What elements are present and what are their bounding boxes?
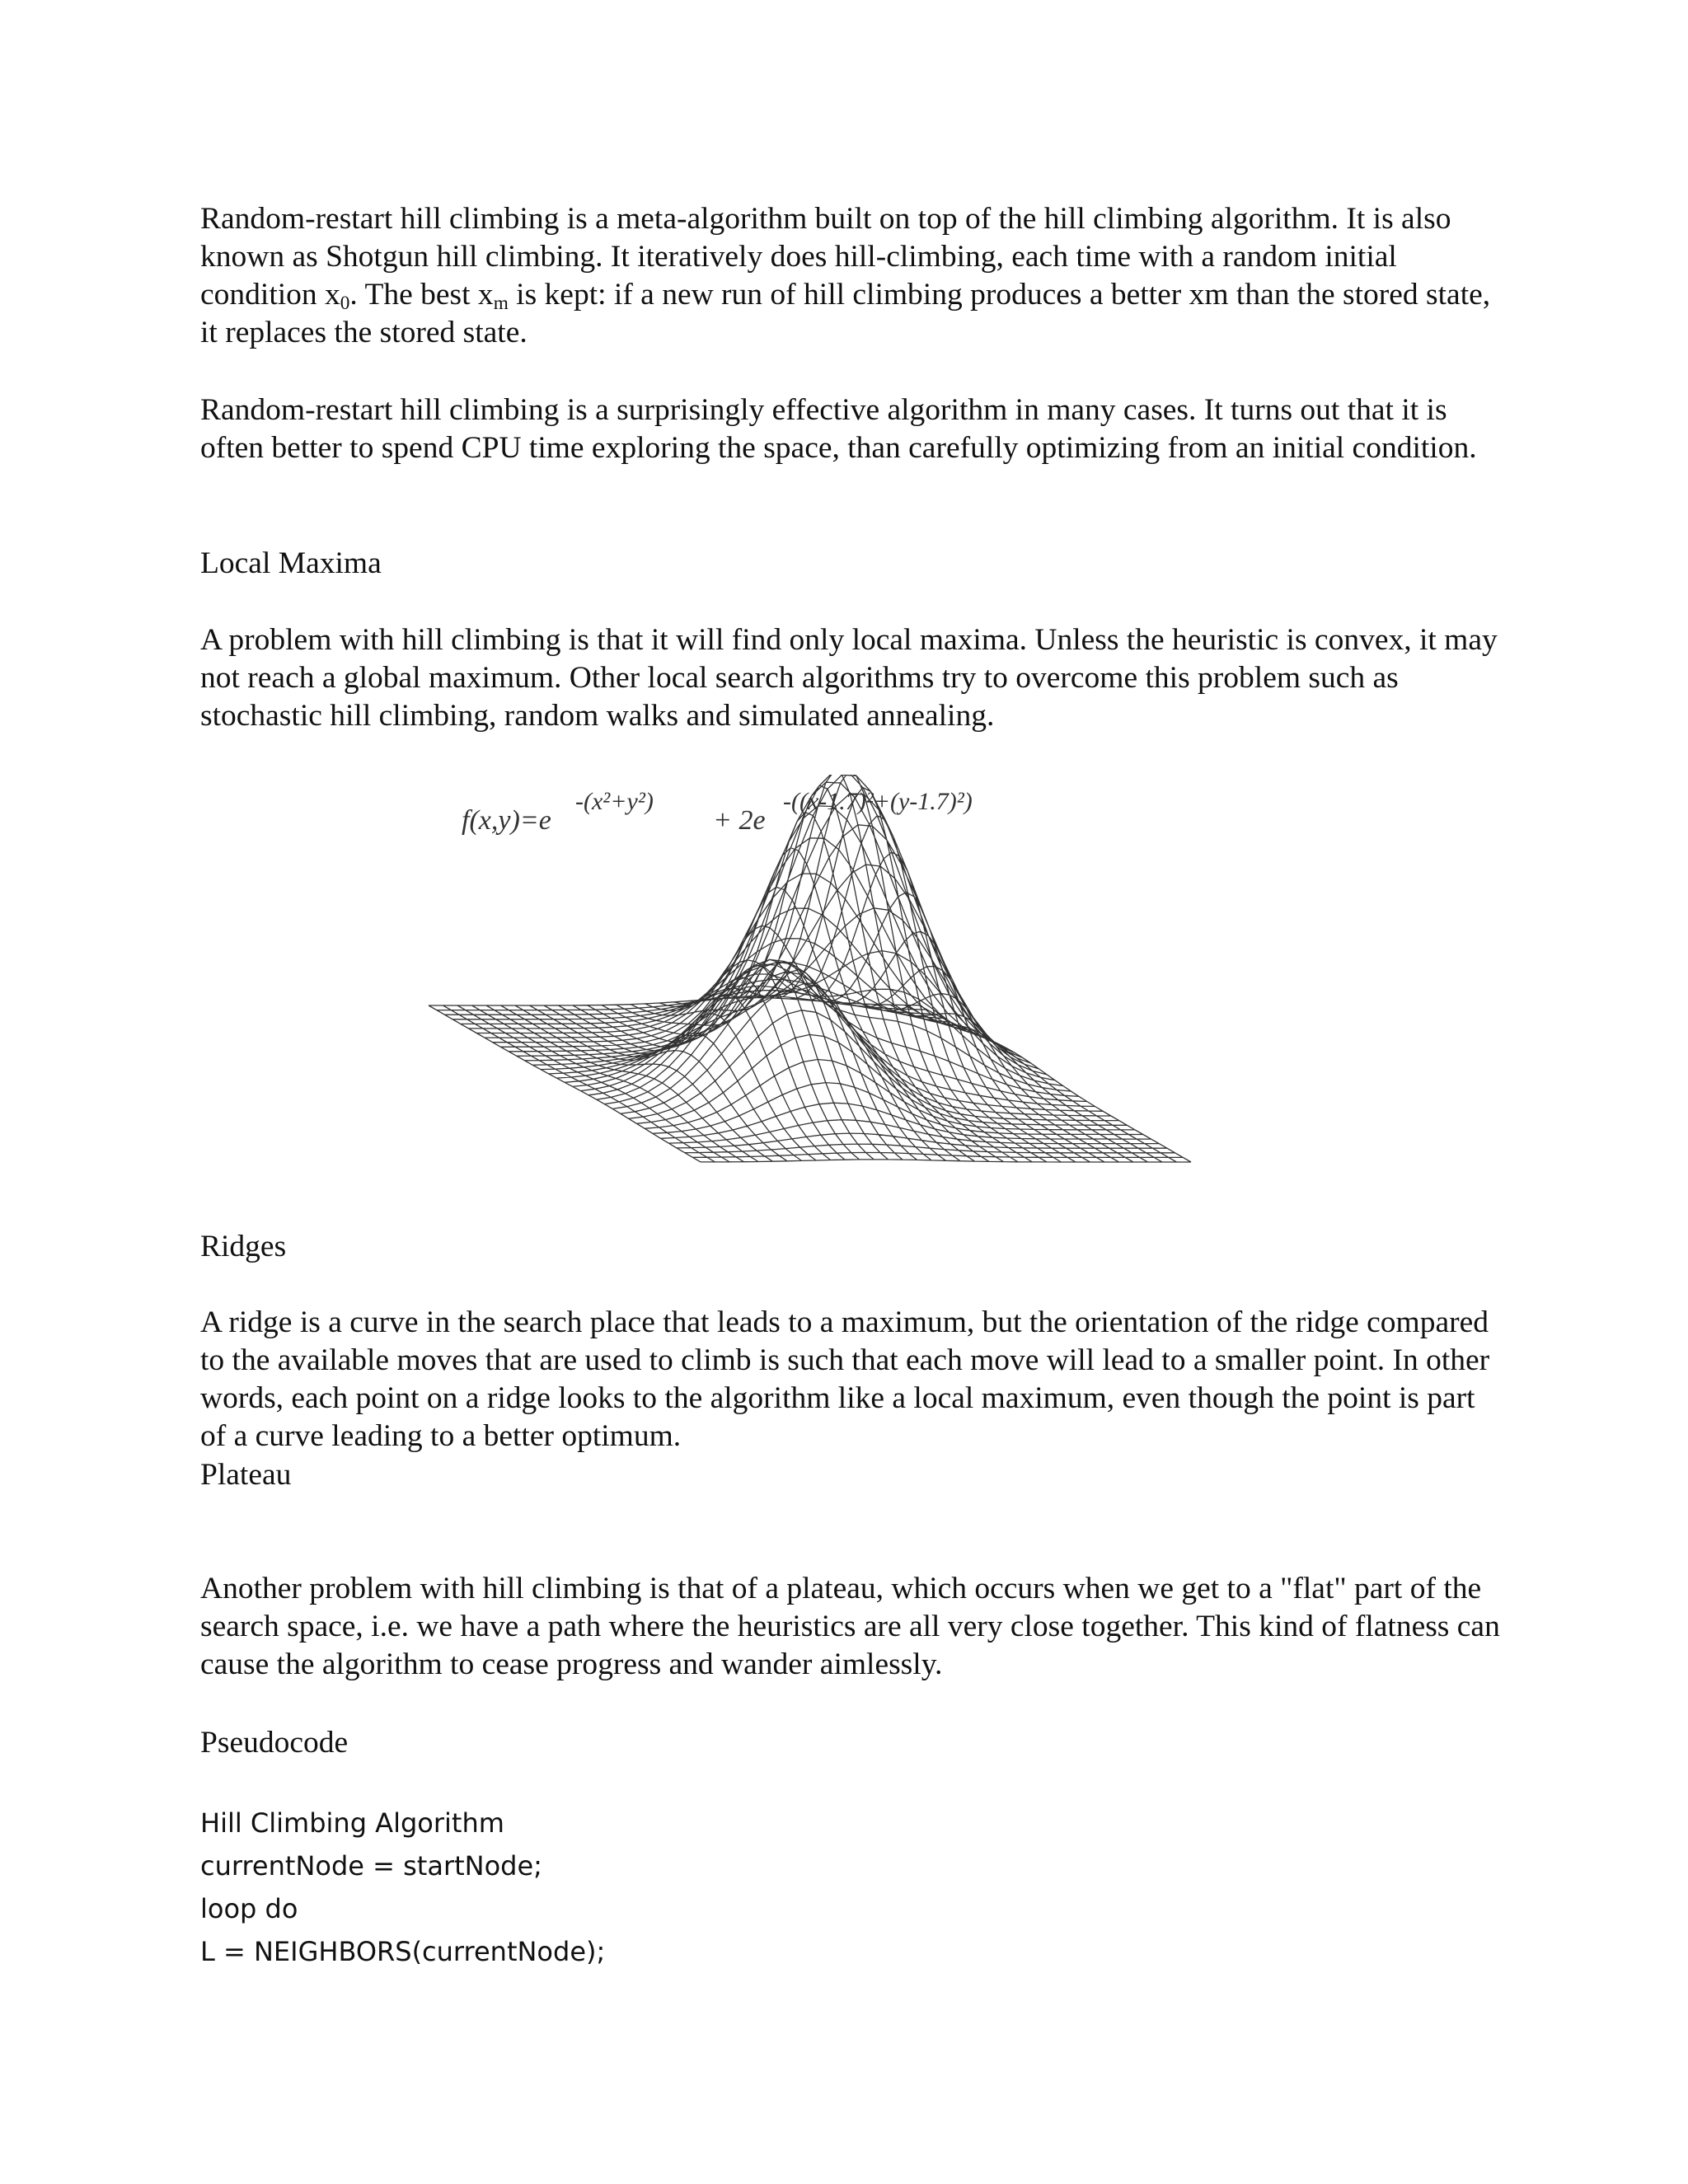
surface-plot bbox=[420, 775, 1269, 1179]
paragraph-plateau: Another problem with hill climbing is that of a plateau, which occurs when we get to a "flat" part of the search space, i.e. we have a path where the heuristics are all very close together. This kind of flatness can cause the algorithm to cease progress and wander aimlessly. bbox=[200, 1572, 1500, 1681]
paragraph-effectiveness: Random-restart hill climbing is a surprisingly effective algorithm in many cases. It turns out that it is often better to spend CPU time exploring the space, than carefully optimizing from an initial condition. bbox=[200, 393, 1477, 465]
paragraph-text: Random-restart hill climbing is a meta-algorithm built on top of the hill climbing algorithm. It is also known as Shotgun hill climbing. It iteratively does hill-climbing, each time with a random initial condition x bbox=[200, 202, 1451, 312]
formula-exponent-1: -(x²+y²) bbox=[575, 788, 654, 815]
paragraph-random-restart bbox=[200, 200, 1503, 352]
heading-ridges: Ridges bbox=[200, 1230, 287, 1263]
code-line: L = NEIGHBORS(currentNode); bbox=[200, 1936, 606, 1967]
surface-plot-figure bbox=[420, 775, 1269, 1179]
subscript-xm: m bbox=[493, 292, 509, 314]
paragraph-text: . The best x bbox=[349, 278, 494, 312]
formula-plus-term: + 2e bbox=[713, 805, 766, 836]
formula-exponent-2: -((x-1.7)²+(y-1.7)²) bbox=[783, 788, 973, 815]
formula-lhs: f(x,y)=e bbox=[462, 805, 551, 836]
paragraph-text: is kept: if a new run of hill climbing produces a better xm than the stored state, it replaces the stored state. bbox=[200, 278, 1491, 349]
heading-local-maxima: Local Maxima bbox=[200, 546, 382, 580]
formula bbox=[462, 788, 973, 836]
paragraph-ridges: A ridge is a curve in the search place that leads to a maximum, but the orientation of the ridge compared to the available moves that are used to climb is such that each move will lead to a smaller point. In other words, each point on a ridge looks to the algorithm like a local maximum, even though the point is part of a curve leading to a better optimum. bbox=[200, 1305, 1490, 1453]
code-line: loop do bbox=[200, 1893, 298, 1924]
code-line: Hill Climbing Algorithm bbox=[200, 1807, 504, 1839]
pseudocode-block bbox=[200, 1802, 1189, 1973]
code-line: currentNode = startNode; bbox=[200, 1850, 542, 1882]
heading-pseudocode: Pseudocode bbox=[200, 1726, 349, 1760]
paragraph-local-maxima: A problem with hill climbing is that it will find only local maxima. Unless the heuristic is convex, it may not reach a global maximum. Other local search algorithms try to overcome this problem such as stochastic hill climbing, random walks and simulated annealing. bbox=[200, 623, 1498, 733]
heading-plateau: Plateau bbox=[200, 1458, 292, 1492]
subscript-x0: 0 bbox=[340, 292, 350, 314]
